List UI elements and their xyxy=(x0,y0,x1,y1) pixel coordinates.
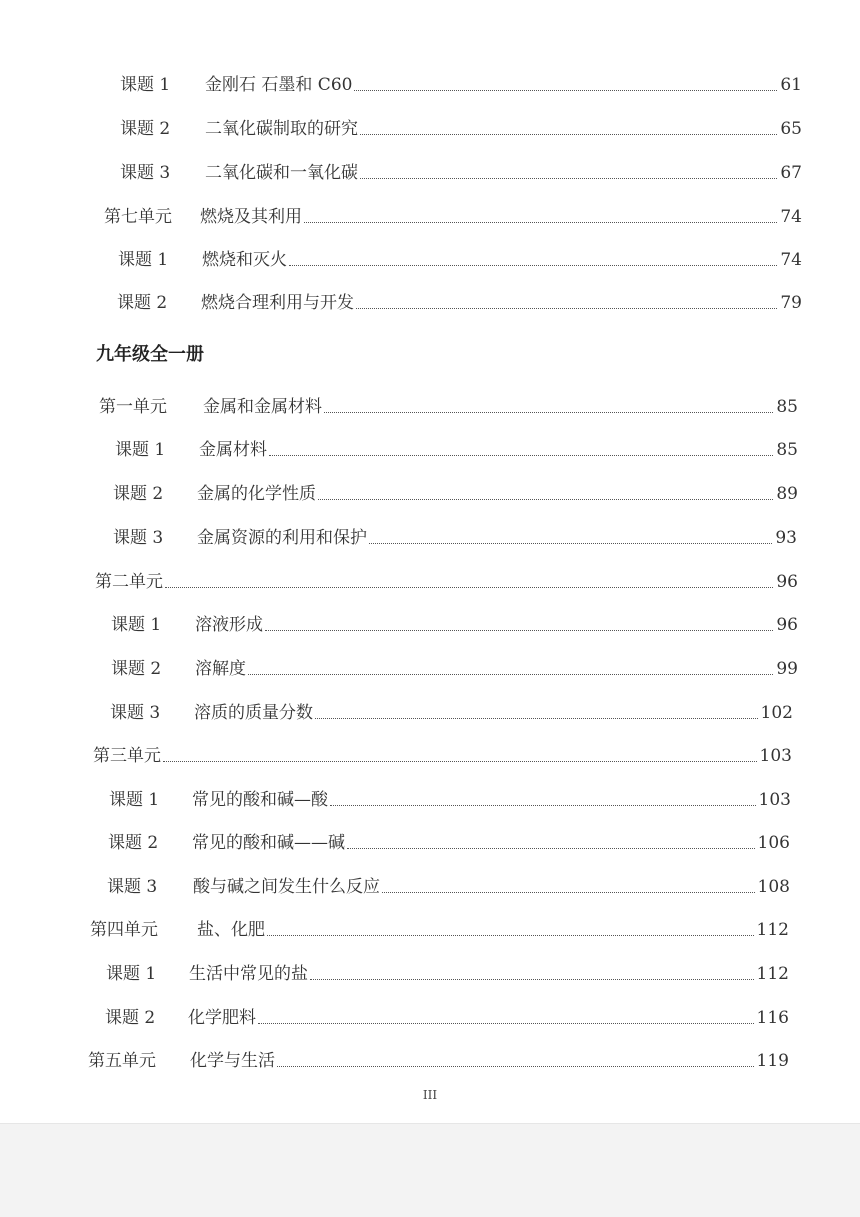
leader-dots xyxy=(310,979,754,980)
page-bottom-margin xyxy=(0,1123,860,1217)
leader-dots xyxy=(330,805,756,806)
entry-title: 燃烧及其利用 xyxy=(200,207,302,227)
leader-dots xyxy=(324,412,773,413)
leader-dots xyxy=(248,674,773,675)
entry-label: 课题 2 xyxy=(120,119,171,139)
entry-title: 盐、化肥 xyxy=(197,920,265,940)
toc-entry[interactable] xyxy=(88,1050,789,1072)
entry-page: 67 xyxy=(780,163,802,183)
entry-label: 课题 1 xyxy=(111,615,162,635)
leader-dots xyxy=(265,630,773,631)
entry-label: 课题 3 xyxy=(110,703,161,723)
leader-dots xyxy=(354,90,777,91)
toc-entry[interactable] xyxy=(117,292,802,314)
toc-entry[interactable] xyxy=(113,527,797,549)
leader-dots xyxy=(360,134,777,135)
leader-dots xyxy=(163,761,757,762)
entry-label: 课题 1 xyxy=(120,75,171,95)
toc-entry[interactable] xyxy=(90,919,789,941)
entry-page: 85 xyxy=(776,440,798,460)
toc-entry[interactable] xyxy=(120,74,802,96)
toc-entry[interactable] xyxy=(107,876,790,898)
entry-title: 生活中常见的盐 xyxy=(189,964,308,984)
entry-label: 课题 3 xyxy=(107,877,158,897)
entry-page: 89 xyxy=(776,484,798,504)
toc-entry[interactable] xyxy=(118,249,802,271)
entry-title: 金属和金属材料 xyxy=(203,397,322,417)
entry-page: 102 xyxy=(760,703,793,723)
entry-label: 第七单元 xyxy=(104,207,172,227)
leader-dots xyxy=(304,222,777,223)
entry-page: 65 xyxy=(780,119,802,139)
entry-title: 溶解度 xyxy=(195,659,246,679)
entry-title: 常见的酸和碱——碱 xyxy=(192,833,345,853)
leader-dots xyxy=(369,543,772,544)
grade-heading: 九年级全一册 xyxy=(96,344,204,365)
entry-label: 课题 2 xyxy=(111,659,162,679)
toc-entry[interactable] xyxy=(120,162,802,184)
entry-title: 二氧化碳和一氧化碳 xyxy=(205,163,358,183)
toc-entry[interactable] xyxy=(105,1007,789,1029)
entry-page: 85 xyxy=(776,397,798,417)
entry-title: 酸与碱之间发生什么反应 xyxy=(193,877,380,897)
entry-label: 第三单元 xyxy=(93,746,161,766)
entry-page: 108 xyxy=(757,877,790,897)
toc-entry[interactable] xyxy=(99,396,798,418)
entry-title: 金刚石 石墨和 C60 xyxy=(205,75,353,95)
entry-label: 课题 2 xyxy=(113,484,164,504)
entry-title: 常见的酸和碱—酸 xyxy=(192,790,328,810)
toc-entry[interactable] xyxy=(104,206,802,228)
entry-title: 溶质的质量分数 xyxy=(194,703,313,723)
entry-page: 96 xyxy=(776,615,798,635)
entry-title: 金属的化学性质 xyxy=(197,484,316,504)
toc-entry[interactable] xyxy=(111,658,798,680)
page-number: III xyxy=(422,1088,438,1102)
toc-entry[interactable] xyxy=(93,745,792,767)
entry-title: 化学与生活 xyxy=(190,1051,275,1071)
entry-label: 课题 1 xyxy=(106,964,157,984)
entry-label: 第一单元 xyxy=(99,397,167,417)
entry-page: 103 xyxy=(758,790,791,810)
entry-title: 金属材料 xyxy=(199,440,267,460)
entry-page: 93 xyxy=(775,528,797,548)
entry-page: 103 xyxy=(759,746,792,766)
leader-dots xyxy=(356,308,777,309)
entry-label: 第二单元 xyxy=(95,572,163,592)
entry-page: 74 xyxy=(780,207,802,227)
entry-label: 课题 1 xyxy=(115,440,166,460)
entry-title: 金属资源的利用和保护 xyxy=(197,528,367,548)
entry-page: 116 xyxy=(756,1008,789,1028)
toc-entry[interactable] xyxy=(95,571,798,593)
entry-label: 课题 2 xyxy=(117,293,168,313)
entry-label: 第五单元 xyxy=(88,1051,156,1071)
leader-dots xyxy=(165,587,773,588)
toc-entry[interactable] xyxy=(111,614,798,636)
entry-page: 96 xyxy=(776,572,798,592)
entry-page: 61 xyxy=(780,75,802,95)
leader-dots xyxy=(347,848,755,849)
toc-entry[interactable] xyxy=(120,118,802,140)
entry-page: 79 xyxy=(780,293,802,313)
entry-page: 99 xyxy=(776,659,798,679)
entry-page: 112 xyxy=(756,920,789,940)
entry-label: 课题 1 xyxy=(118,250,169,270)
entry-label: 课题 2 xyxy=(105,1008,156,1028)
entry-label: 课题 2 xyxy=(108,833,159,853)
toc-entry[interactable] xyxy=(113,483,798,505)
toc-entry[interactable] xyxy=(110,702,793,724)
entry-label: 课题 3 xyxy=(113,528,164,548)
entry-page: 119 xyxy=(756,1051,789,1071)
leader-dots xyxy=(315,718,758,719)
leader-dots xyxy=(289,265,777,266)
entry-title: 燃烧合理利用与开发 xyxy=(201,293,354,313)
toc-entry[interactable] xyxy=(108,832,790,854)
leader-dots xyxy=(267,935,754,936)
entry-page: 106 xyxy=(757,833,790,853)
entry-label: 第四单元 xyxy=(90,920,158,940)
entry-title: 溶液形成 xyxy=(195,615,263,635)
entry-title: 燃烧和灭火 xyxy=(202,250,287,270)
entry-page: 112 xyxy=(756,964,789,984)
entry-title: 化学肥料 xyxy=(188,1008,256,1028)
entry-title: 二氧化碳制取的研究 xyxy=(205,119,358,139)
leader-dots xyxy=(269,455,773,456)
toc-entry[interactable] xyxy=(109,789,791,811)
entry-label: 课题 1 xyxy=(109,790,160,810)
toc-entry[interactable] xyxy=(106,963,789,985)
entry-label: 课题 3 xyxy=(120,163,171,183)
leader-dots xyxy=(318,499,773,500)
leader-dots xyxy=(360,178,777,179)
leader-dots xyxy=(258,1023,754,1024)
leader-dots xyxy=(382,892,755,893)
leader-dots xyxy=(277,1066,754,1067)
entry-page: 74 xyxy=(780,250,802,270)
toc-entry[interactable] xyxy=(115,439,798,461)
